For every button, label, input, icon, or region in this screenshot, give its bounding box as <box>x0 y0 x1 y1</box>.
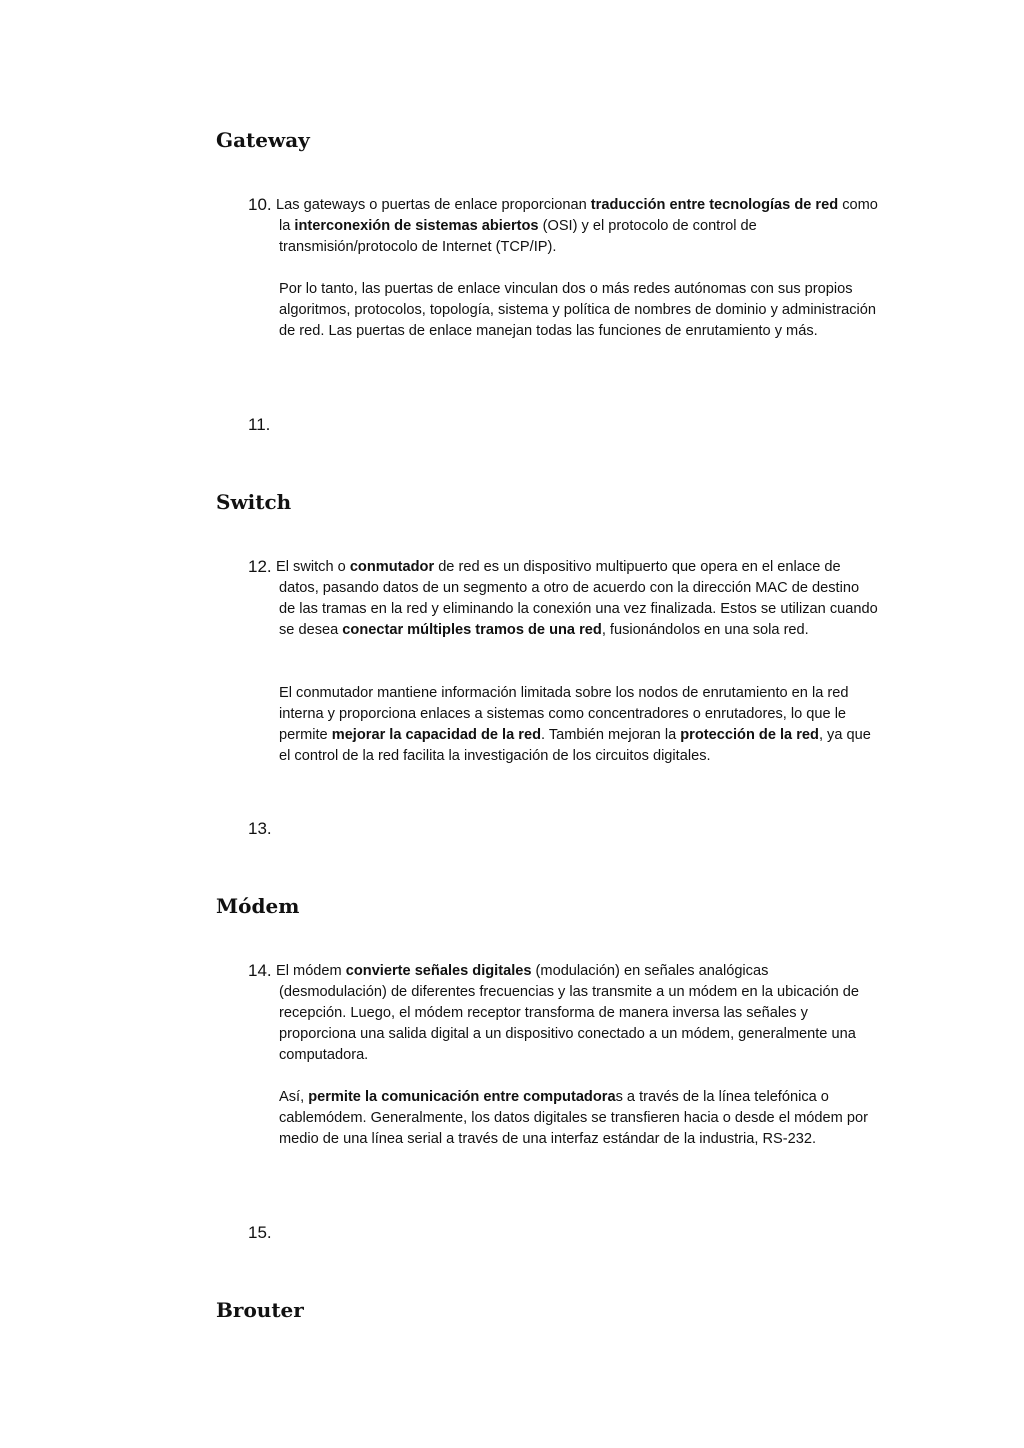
section-heading-modem: Módem <box>216 894 300 918</box>
bold-phrase: convierte señales digitales <box>345 963 532 979</box>
bold-phrase: conmutador <box>349 559 435 575</box>
section-heading-brouter: Brouter <box>216 1298 304 1322</box>
section-heading-gateway: Gateway <box>216 128 310 152</box>
modem-paragraph-1: El módem convierte señales digitales (modulación) en señales analógicas (desmodulación) de diferentes frecuencias y las transmite a un módem en la ubicación de recepción. Luego, el módem receptor transforma de manera inversa las señales y proporciona una salida digital a un dispositivo conectado a un módem, generalmente una computadora. <box>276 963 860 1063</box>
item-number-14: 14. <box>248 961 272 980</box>
modem-paragraph-2: Así, permite la comunicación entre computadoras a través de la línea telefónica o cablemódem. Generalmente, los datos digitales se transfieren hacia o desde el módem por medio de una línea serial a través de una interfaz estándar de la industria, RS-232. <box>279 1089 868 1147</box>
switch-paragraph-2: El conmutador mantiene información limitada sobre los nodos de enrutamiento en la red interna y proporciona enlaces a sistemas como concentradores o enrutadores, lo que le permite mejorar la capacidad de la red. También mejoran la protección de la red, ya que el control de la red facilita la investigación de los circuitos digitales. <box>279 685 871 764</box>
bold-phrase: permite la comunicación entre computadora <box>308 1089 616 1105</box>
bold-phrase: protección de la red <box>680 727 819 743</box>
bold-phrase: interconexión de sistemas abiertos <box>294 218 539 234</box>
item-number-12: 12. <box>248 557 272 576</box>
section-heading-switch: Switch <box>216 490 292 514</box>
gateway-paragraph-1: Las gateways o puertas de enlace proporcionan traducción entre tecnologías de red como la interconexión de sistemas abiertos (OSI) y el protocolo de control de transmisión/protocolo de Internet (TCP/IP). <box>276 197 878 255</box>
item-number-10: 10. <box>248 195 272 214</box>
item-number-15: 15. <box>248 1223 272 1242</box>
bold-phrase: conectar múltiples tramos de una red <box>342 622 602 638</box>
item-number-13: 13. <box>248 819 272 838</box>
bold-phrase: mejorar la capacidad de la red <box>331 727 541 743</box>
bold-phrase: traducción entre tecnologías de red <box>590 197 839 213</box>
switch-paragraph-1: El switch o conmutador de red es un dispositivo multipuerto que opera en el enlace de datos, pasando datos de un segmento a otro de acuerdo con la dirección MAC de destino de las tramas en la red y eliminando la conexión una vez finalizada. Estos se utilizan cuando se desea conectar múltiples tramos de una red, fusionándolos en una sola red. <box>276 559 878 638</box>
item-number-11: 11. <box>248 415 271 434</box>
gateway-paragraph-2: Por lo tanto, las puertas de enlace vinculan dos o más redes autónomas con sus propios algoritmos, protocolos, topología, sistema y política de nombres de dominio y administración de red. Las puertas de enlace manejan todas las funciones de enrutamiento y más. <box>279 281 877 339</box>
